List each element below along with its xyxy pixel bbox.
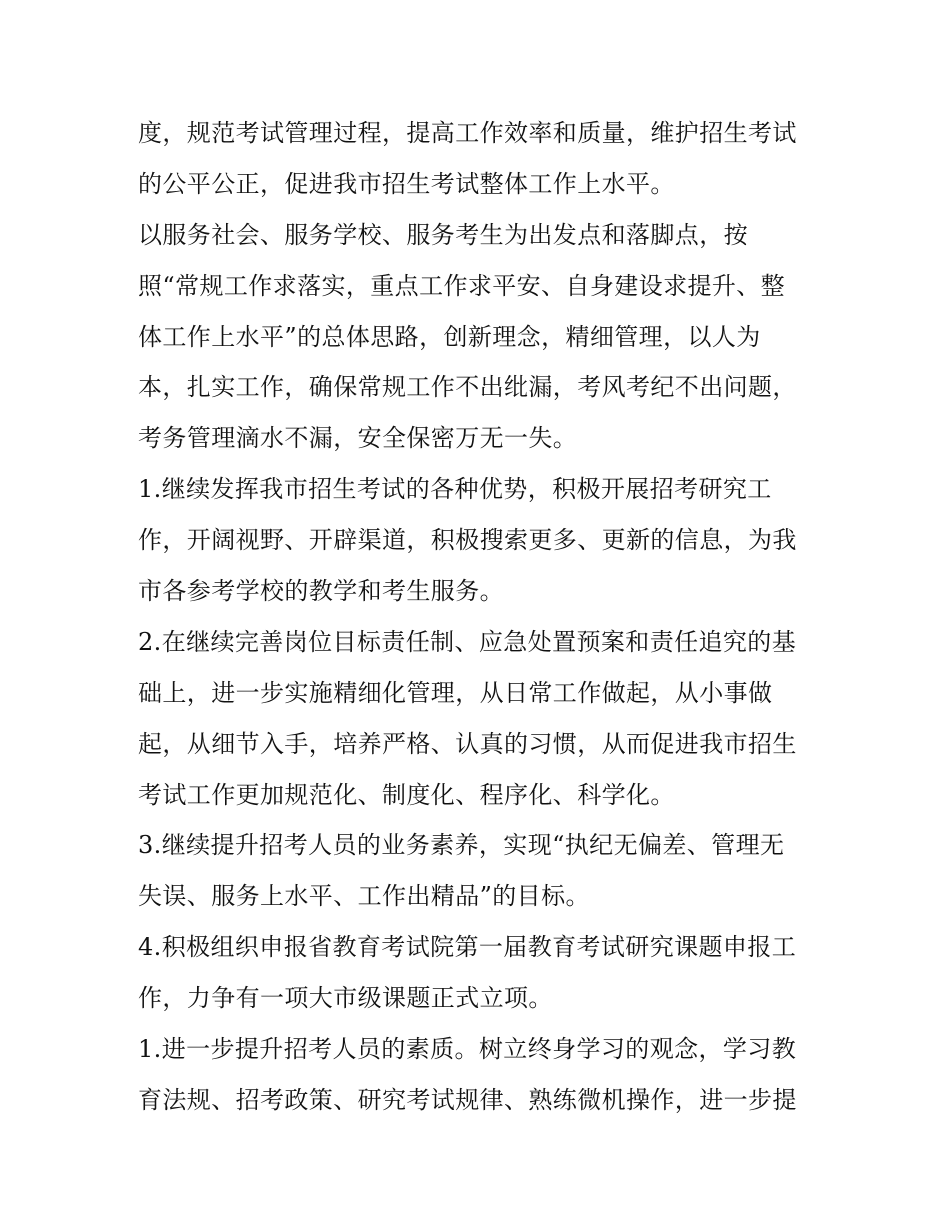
text-line: 育法规、招考政策、研究考试规律、熟练微机操作，进一步提 (138, 1085, 797, 1114)
text-line: 4.积极组织申报省教育考试院第一届教育考试研究课题申报工 (138, 933, 797, 962)
text-line: 本，扎实工作，确保常规工作不出纰漏，考风考纪不出问题， (138, 373, 797, 402)
text-line: 考试工作更加规范化、制度化、程序化、科学化。 (138, 780, 675, 809)
text-line: 起，从细节入手，培养严格、认真的习惯，从而促进我市招生 (138, 729, 797, 758)
text-line: 以服务社会、服务学校、服务考生为出发点和落脚点，按 (138, 220, 748, 249)
text-line: 照“常规工作求落实，重点工作求平安、自身建设求提升、整 (138, 271, 786, 300)
text-line: 1.进一步提升招考人员的素质。树立终身学习的观念，学习教 (138, 1035, 797, 1064)
text-line: 考务管理滴水不漏，安全保密万无一失。 (138, 424, 578, 453)
text-line: 1.继续发挥我市招生考试的各种优势，积极开展招考研究工 (138, 475, 772, 504)
text-line: 3.继续提升招考人员的业务素养，实现“执纪无偏差、管理无 (138, 831, 785, 860)
text-line: 体工作上水平”的总体思路，创新理念，精细管理，以人为 (138, 322, 761, 351)
text-line: 作，力争有一项大市级课题正式立项。 (138, 984, 553, 1013)
body-text (138, 108, 818, 1126)
text-line: 的公平公正，促进我市招生考试整体工作上水平。 (138, 169, 675, 198)
text-line: 失误、服务上水平、工作出精品”的目标。 (138, 882, 590, 911)
text-line: 础上，进一步实施精细化管理，从日常工作做起，从小事做 (138, 678, 773, 707)
text-line: 度，规范考试管理过程，提高工作效率和质量，维护招生考试 (138, 119, 797, 147)
text-line: 2.在继续完善岗位目标责任制、应急处置预案和责任追究的基 (138, 627, 797, 656)
text-line: 作，开阔视野、开辟渠道，积极搜索更多、更新的信息，为我 (138, 526, 797, 555)
text-line: 市各参考学校的教学和考生服务。 (138, 577, 504, 606)
